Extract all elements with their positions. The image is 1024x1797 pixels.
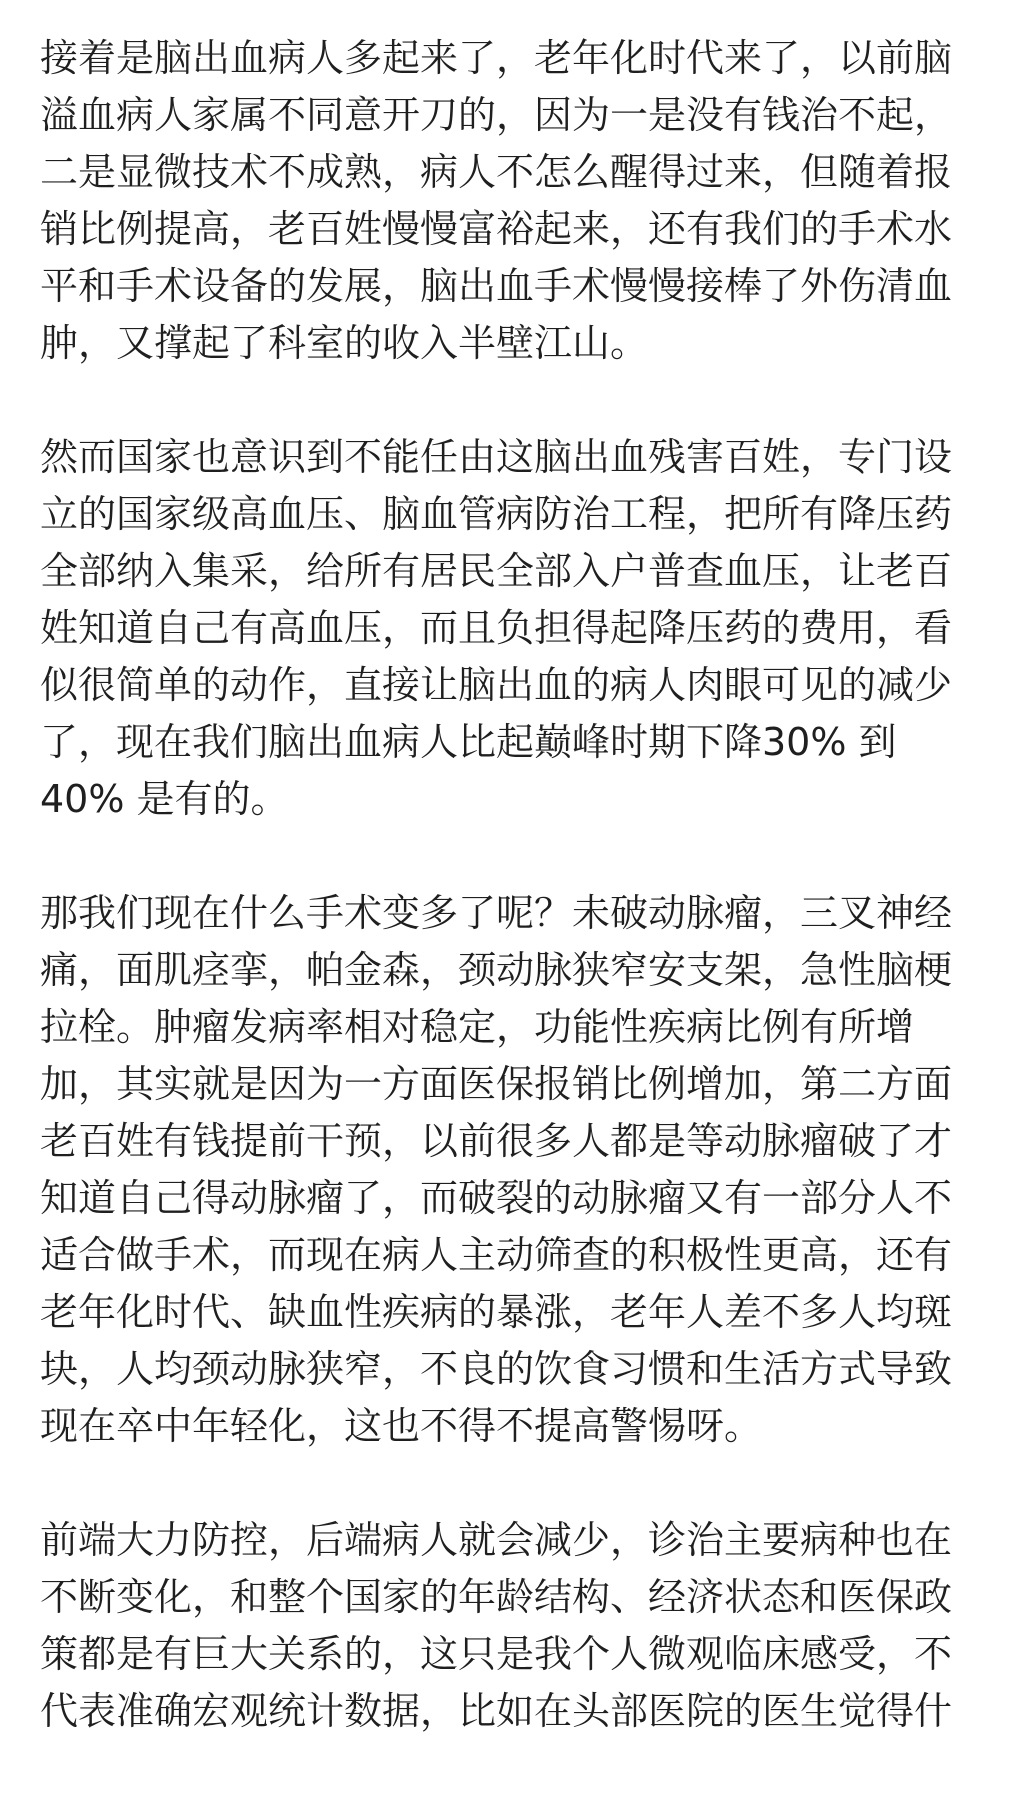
text-line: 二是显微技术不成熟，病人不怎么醒得过来，但随着报 bbox=[40, 150, 953, 194]
paragraph-3 bbox=[40, 885, 990, 1455]
text-line: 前端大力防控，后端病人就会减少，诊治主要病种也在 bbox=[40, 1518, 953, 1562]
paragraph-2 bbox=[40, 429, 990, 828]
text-line: 代表准确宏观统计数据，比如在头部医院的医生觉得什 bbox=[40, 1689, 953, 1733]
text-line: 策都是有巨大关系的，这只是我个人微观临床感受，不 bbox=[40, 1632, 953, 1676]
text-line: 拉栓。肿瘤发病率相对稳定，功能性疾病比例有所增 bbox=[40, 1005, 915, 1049]
text-line: 似很简单的动作，直接让脑出血的病人肉眼可见的减少 bbox=[40, 663, 953, 707]
text-line: 平和手术设备的发展，脑出血手术慢慢接棒了外伤清血 bbox=[40, 264, 953, 308]
text-line: 不断变化，和整个国家的年龄结构、经济状态和医保政 bbox=[40, 1575, 953, 1619]
text-line: 现在卒中年轻化，这也不得不提高警惕呀。 bbox=[40, 1404, 763, 1448]
text-line: 老年化时代、缺血性疾病的暴涨，老年人差不多人均斑 bbox=[40, 1290, 953, 1334]
text-line: 知道自己得动脉瘤了，而破裂的动脉瘤又有一部分人不 bbox=[40, 1176, 953, 1220]
text-line: 适合做手术，而现在病人主动筛查的积极性更高，还有 bbox=[40, 1233, 953, 1277]
text-line: 销比例提高，老百姓慢慢富裕起来，还有我们的手术水 bbox=[40, 207, 953, 251]
text-line: 肿，又撑起了科室的收入半壁江山。 bbox=[40, 321, 649, 365]
text-line: 接着是脑出血病人多起来了，老年化时代来了，以前脑 bbox=[40, 36, 953, 80]
text-line: 全部纳入集采，给所有居民全部入户普查血压，让老百 bbox=[40, 549, 953, 593]
text-line: 姓知道自己有高血压，而且负担得起降压药的费用，看 bbox=[40, 606, 953, 650]
text-line: 然而国家也意识到不能任由这脑出血残害百姓，专门设 bbox=[40, 435, 953, 479]
text-line: 痛，面肌痉挛，帕金森，颈动脉狭窄安支架，急性脑梗 bbox=[40, 948, 953, 992]
text-line: 块，人均颈动脉狭窄，不良的饮食习惯和生活方式导致 bbox=[40, 1347, 953, 1391]
text-line: 立的国家级高血压、脑血管病防治工程，把所有降压药 bbox=[40, 492, 953, 536]
paragraph-4 bbox=[40, 1512, 990, 1740]
article-body bbox=[40, 30, 990, 1797]
text-line: 老百姓有钱提前干预，以前很多人都是等动脉瘤破了才 bbox=[40, 1119, 953, 1163]
text-line: 了，现在我们脑出血病人比起巅峰时期下降30% 到 bbox=[40, 720, 897, 764]
text-line: 加，其实就是因为一方面医保报销比例增加，第二方面 bbox=[40, 1062, 953, 1106]
text-line: 40% 是有的。 bbox=[40, 777, 289, 821]
text-line: 溢血病人家属不同意开刀的，因为一是没有钱治不起， bbox=[40, 93, 953, 137]
paragraph-1 bbox=[40, 30, 990, 372]
text-line: 那我们现在什么手术变多了呢？未破动脉瘤，三叉神经 bbox=[40, 891, 953, 935]
